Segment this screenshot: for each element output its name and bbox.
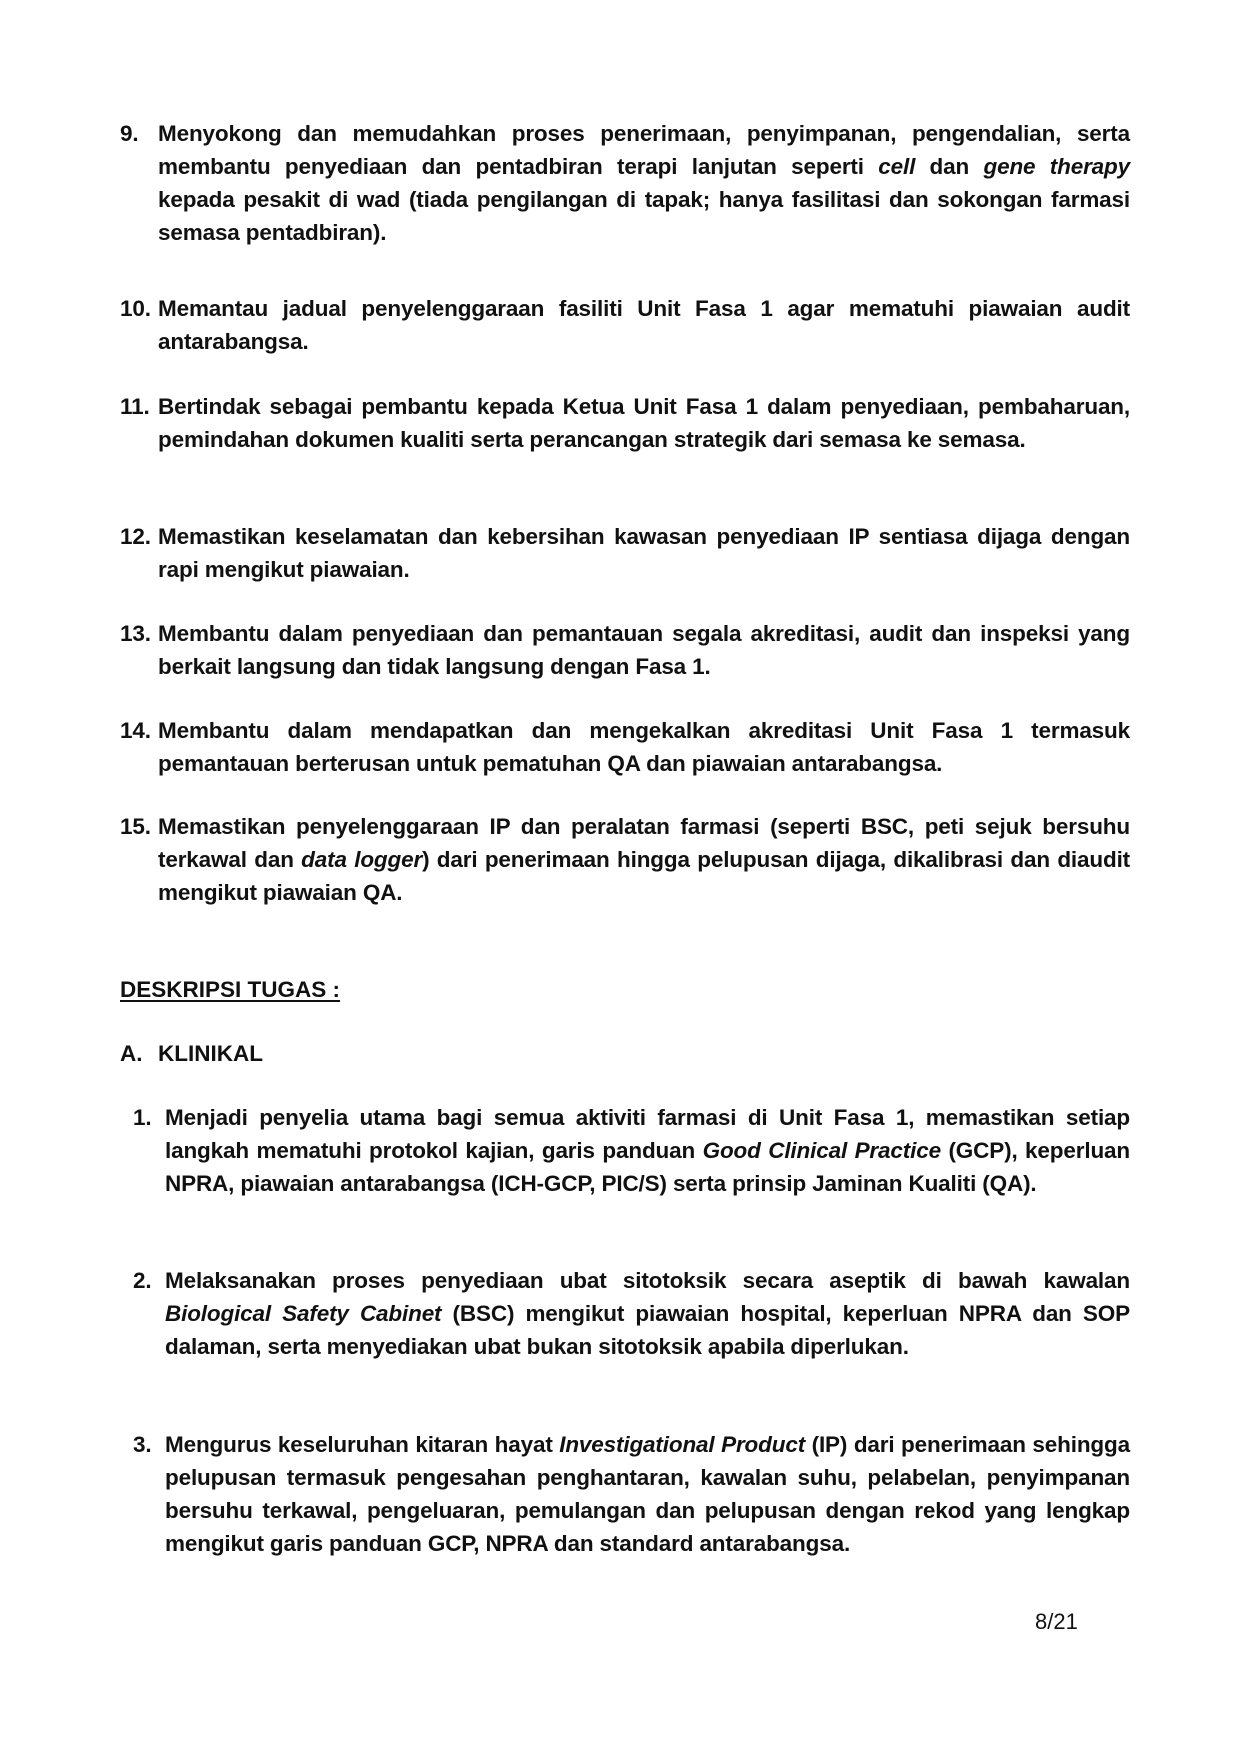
subsection-heading [120,1037,263,1070]
list-text: Membantu dalam penyediaan dan pemantauan segala akreditasi, audit dan inspeksi yang berkait langsung dan tidak langsung dengan Fasa 1. [158,621,1130,679]
klinikal-item-2 [133,1264,1130,1363]
list-text: Menjadi penyelia utama bagi semua aktiviti farmasi di Unit Fasa 1, memastikan setiap langkah mematuhi protokol kajian, garis panduan Good Clinical Practice (GCP), keperluan NPRA, piawaian antarabangsa (ICH-GCP, PIC/S) serta prinsip Jaminan Kualiti (QA). [165,1105,1130,1196]
subsection-letter: A. [120,1041,143,1066]
list-item-9 [120,117,1130,249]
list-item-11 [120,390,1130,456]
list-item-14 [120,714,1130,780]
list-text: Memastikan keselamatan dan kebersihan kawasan penyediaan IP sentiasa dijaga dengan rapi mengikut piawaian. [158,524,1130,582]
list-number: 1. [133,1105,152,1130]
list-text: Menyokong dan memudahkan proses penerimaan, penyimpanan, pengendalian, serta membantu penyediaan dan pentadbiran terapi lanjutan seperti cell dan gene therapy kepada pesakit di wad (tiada pengilangan di tapak; hanya fasilitasi dan sokongan farmasi semasa pentadbiran). [158,121,1130,245]
list-item-13 [120,617,1130,683]
list-text: Melaksanakan proses penyediaan ubat sitotoksik secara aseptik di bawah kawalan Biological Safety Cabinet (BSC) mengikut piawaian hospital, keperluan NPRA dan SOP dalaman, serta menyediakan ubat bukan sitotoksik apabila diperlukan. [165,1268,1130,1359]
page-number: 8/21 [1035,1609,1078,1634]
klinikal-item-3 [133,1428,1130,1560]
list-number: 2. [133,1268,152,1293]
list-item-15 [120,810,1130,909]
list-number: 15. [120,814,151,839]
list-number: 9. [120,121,139,146]
klinikal-item-1 [133,1101,1130,1200]
list-number: 14. [120,718,151,743]
list-item-10 [120,292,1130,358]
list-text: Memastikan penyelenggaraan IP dan peralatan farmasi (seperti BSC, peti sejuk bersuhu terkawal dan data logger) dari penerimaan hingga pelupusan dijaga, dikalibrasi dan diaudit mengikut piawaian QA. [158,814,1131,905]
subsection-label: KLINIKAL [158,1041,263,1066]
list-text: Membantu dalam mendapatkan dan mengekalkan akreditasi Unit Fasa 1 termasuk pemantauan berterusan untuk pematuhan QA dan piawaian antarabangsa. [158,718,1130,776]
list-text: Bertindak sebagai pembantu kepada Ketua Unit Fasa 1 dalam penyediaan, pembaharuan, pemindahan dokumen kualiti serta perancangan strategik dari semasa ke semasa. [158,394,1130,452]
list-text: Memantau jadual penyelenggaraan fasiliti Unit Fasa 1 agar mematuhi piawaian audit antarabangsa. [158,296,1130,354]
list-number: 11. [120,394,150,419]
list-item-12 [120,520,1130,586]
section-heading: DESKRIPSI TUGAS : [120,977,341,1002]
list-number: 13. [120,621,151,646]
list-number: 3. [133,1432,152,1457]
list-number: 12. [120,524,151,549]
list-number: 10. [120,296,151,321]
list-text: Mengurus keseluruhan kitaran hayat Investigational Product (IP) dari penerimaan sehingga pelupusan termasuk pengesahan penghantaran, kawalan suhu, pelabelan, penyimpanan bersuhu terkawal, pengeluaran, pemulangan dan pelupusan dengan rekod yang lengkap mengikut garis panduan GCP, NPRA dan standard antarabangsa. [165,1432,1130,1556]
